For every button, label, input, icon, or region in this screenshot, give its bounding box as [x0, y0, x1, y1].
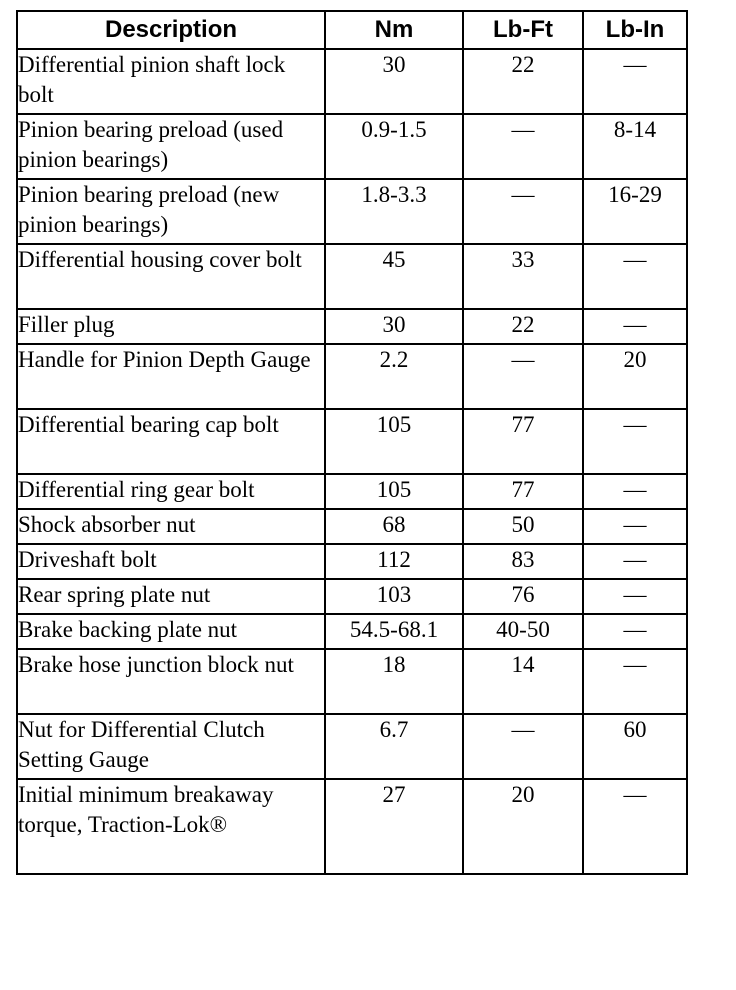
table-row [17, 614, 687, 649]
nm-cell: 68 [325, 509, 463, 544]
lbft-cell: 14 [463, 649, 583, 714]
description-cell: Differential bearing cap bolt [17, 409, 325, 474]
lbin-cell: 20 [583, 344, 687, 409]
lbft-cell: 77 [463, 474, 583, 509]
lbin-cell: — [583, 614, 687, 649]
lbin-cell: — [583, 49, 687, 114]
nm-cell: 103 [325, 579, 463, 614]
lbin-cell: — [583, 309, 687, 344]
header-lbft: Lb-Ft [463, 11, 583, 49]
table-row [17, 409, 687, 474]
torque-spec-table [16, 10, 688, 875]
nm-cell: 1.8-3.3 [325, 179, 463, 244]
lbft-cell: 22 [463, 49, 583, 114]
description-cell: Rear spring plate nut [17, 579, 325, 614]
nm-cell: 27 [325, 779, 463, 874]
lbft-cell: 22 [463, 309, 583, 344]
lbft-cell: 76 [463, 579, 583, 614]
description-cell: Differential pinion shaft lock bolt [17, 49, 325, 114]
lbin-cell: — [583, 409, 687, 474]
header-nm: Nm [325, 11, 463, 49]
nm-cell: 0.9-1.5 [325, 114, 463, 179]
nm-cell: 30 [325, 49, 463, 114]
description-cell: Filler plug [17, 309, 325, 344]
nm-cell: 30 [325, 309, 463, 344]
table-row [17, 474, 687, 509]
nm-cell: 18 [325, 649, 463, 714]
lbin-cell: — [583, 579, 687, 614]
description-cell: Pinion bearing preload (new pinion bearings) [17, 179, 325, 244]
header-lbin: Lb-In [583, 11, 687, 49]
table-row [17, 649, 687, 714]
nm-cell: 54.5-68.1 [325, 614, 463, 649]
lbft-cell: 33 [463, 244, 583, 309]
table-row [17, 114, 687, 179]
nm-cell: 6.7 [325, 714, 463, 779]
description-cell: Pinion bearing preload (used pinion bearings) [17, 114, 325, 179]
description-cell: Brake backing plate nut [17, 614, 325, 649]
lbin-cell: 60 [583, 714, 687, 779]
description-cell: Brake hose junction block nut [17, 649, 325, 714]
nm-cell: 2.2 [325, 344, 463, 409]
header-row [17, 11, 687, 49]
table-row [17, 779, 687, 874]
lbft-cell: 40-50 [463, 614, 583, 649]
lbin-cell: 16-29 [583, 179, 687, 244]
table-row [17, 49, 687, 114]
table-row [17, 714, 687, 779]
description-cell: Shock absorber nut [17, 509, 325, 544]
table-row [17, 344, 687, 409]
description-cell: Handle for Pinion Depth Gauge [17, 344, 325, 409]
lbin-cell: — [583, 244, 687, 309]
nm-cell: 45 [325, 244, 463, 309]
lbft-cell: — [463, 114, 583, 179]
table-row [17, 309, 687, 344]
table-row [17, 544, 687, 579]
lbin-cell: — [583, 544, 687, 579]
lbft-cell: 50 [463, 509, 583, 544]
nm-cell: 112 [325, 544, 463, 579]
lbin-cell: — [583, 779, 687, 874]
description-cell: Differential housing cover bolt [17, 244, 325, 309]
description-cell: Initial minimum breakaway torque, Traction-Lok® [17, 779, 325, 874]
header-description: Description [17, 11, 325, 49]
lbin-cell: 8-14 [583, 114, 687, 179]
lbft-cell: 77 [463, 409, 583, 474]
table-row [17, 509, 687, 544]
nm-cell: 105 [325, 409, 463, 474]
description-cell: Driveshaft bolt [17, 544, 325, 579]
table-row [17, 244, 687, 309]
lbft-cell: 20 [463, 779, 583, 874]
table-row [17, 179, 687, 244]
lbin-cell: — [583, 649, 687, 714]
lbin-cell: — [583, 509, 687, 544]
lbft-cell: — [463, 179, 583, 244]
lbft-cell: — [463, 714, 583, 779]
nm-cell: 105 [325, 474, 463, 509]
table-row [17, 579, 687, 614]
lbin-cell: — [583, 474, 687, 509]
lbft-cell: 83 [463, 544, 583, 579]
lbft-cell: — [463, 344, 583, 409]
description-cell: Differential ring gear bolt [17, 474, 325, 509]
description-cell: Nut for Differential Clutch Setting Gauge [17, 714, 325, 779]
